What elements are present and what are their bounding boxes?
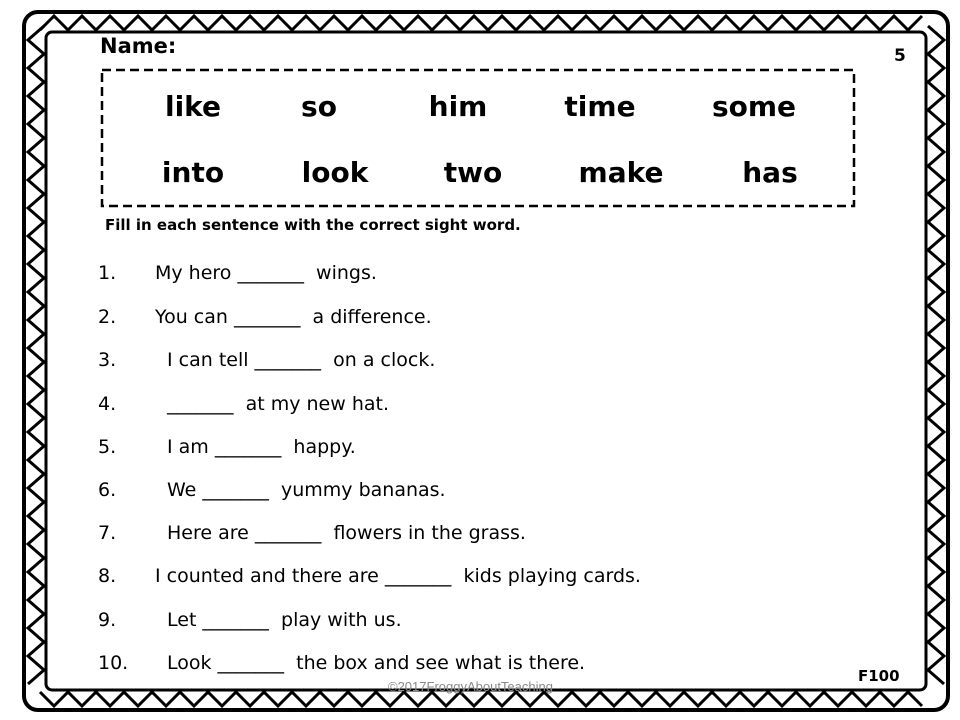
sentence-number: 4. (98, 393, 117, 415)
page-number: 5 (894, 46, 906, 66)
word-bank-word: like (164, 90, 222, 123)
word-bank-word: time (564, 90, 636, 123)
sentence-number: 7. (98, 522, 117, 544)
sentence-text: Let _______ play with us. (167, 609, 402, 631)
sentence-number: 10. (98, 652, 129, 674)
word-bank-word: make (578, 156, 664, 189)
copyright-notice: ©2017FroggyAboutTeaching (388, 679, 553, 694)
word-bank-word: so (301, 90, 337, 123)
sentence-text: I am _______ happy. (167, 436, 356, 458)
sentence-text: _______ at my new hat. (167, 393, 389, 415)
sentence-number: 5. (98, 436, 117, 458)
sentence-text: Look _______ the box and see what is there. (167, 652, 586, 674)
sentence-text: I counted and there are _______ kids playing cards. (155, 565, 641, 587)
word-bank-word: has (742, 156, 798, 189)
word-bank-word: him (428, 90, 488, 123)
sentence-text: I can tell _______ on a clock. (167, 349, 436, 371)
instructions: Fill in each sentence with the correct sight word. (105, 216, 521, 234)
sentence-text: You can _______ a difference. (155, 306, 432, 328)
sentence-text: Here are _______ flowers in the grass. (167, 522, 526, 544)
word-bank-word: look (301, 156, 369, 189)
sentence-number: 3. (98, 349, 117, 371)
sentence-number: 2. (98, 306, 117, 328)
sentence-text: My hero _______ wings. (155, 262, 377, 284)
word-bank-word: some (711, 90, 797, 123)
sentence-number: 1. (98, 262, 117, 284)
name-label: Name: (100, 34, 177, 58)
word-bank-word: two (443, 156, 503, 189)
word-bank-word: into (161, 156, 225, 189)
sentence-text: We _______ yummy bananas. (167, 479, 446, 501)
sentence-number: 9. (98, 609, 117, 631)
sentence-number: 6. (98, 479, 117, 501)
sentence-number: 8. (98, 565, 117, 587)
worksheet-code: F100 (858, 667, 900, 685)
